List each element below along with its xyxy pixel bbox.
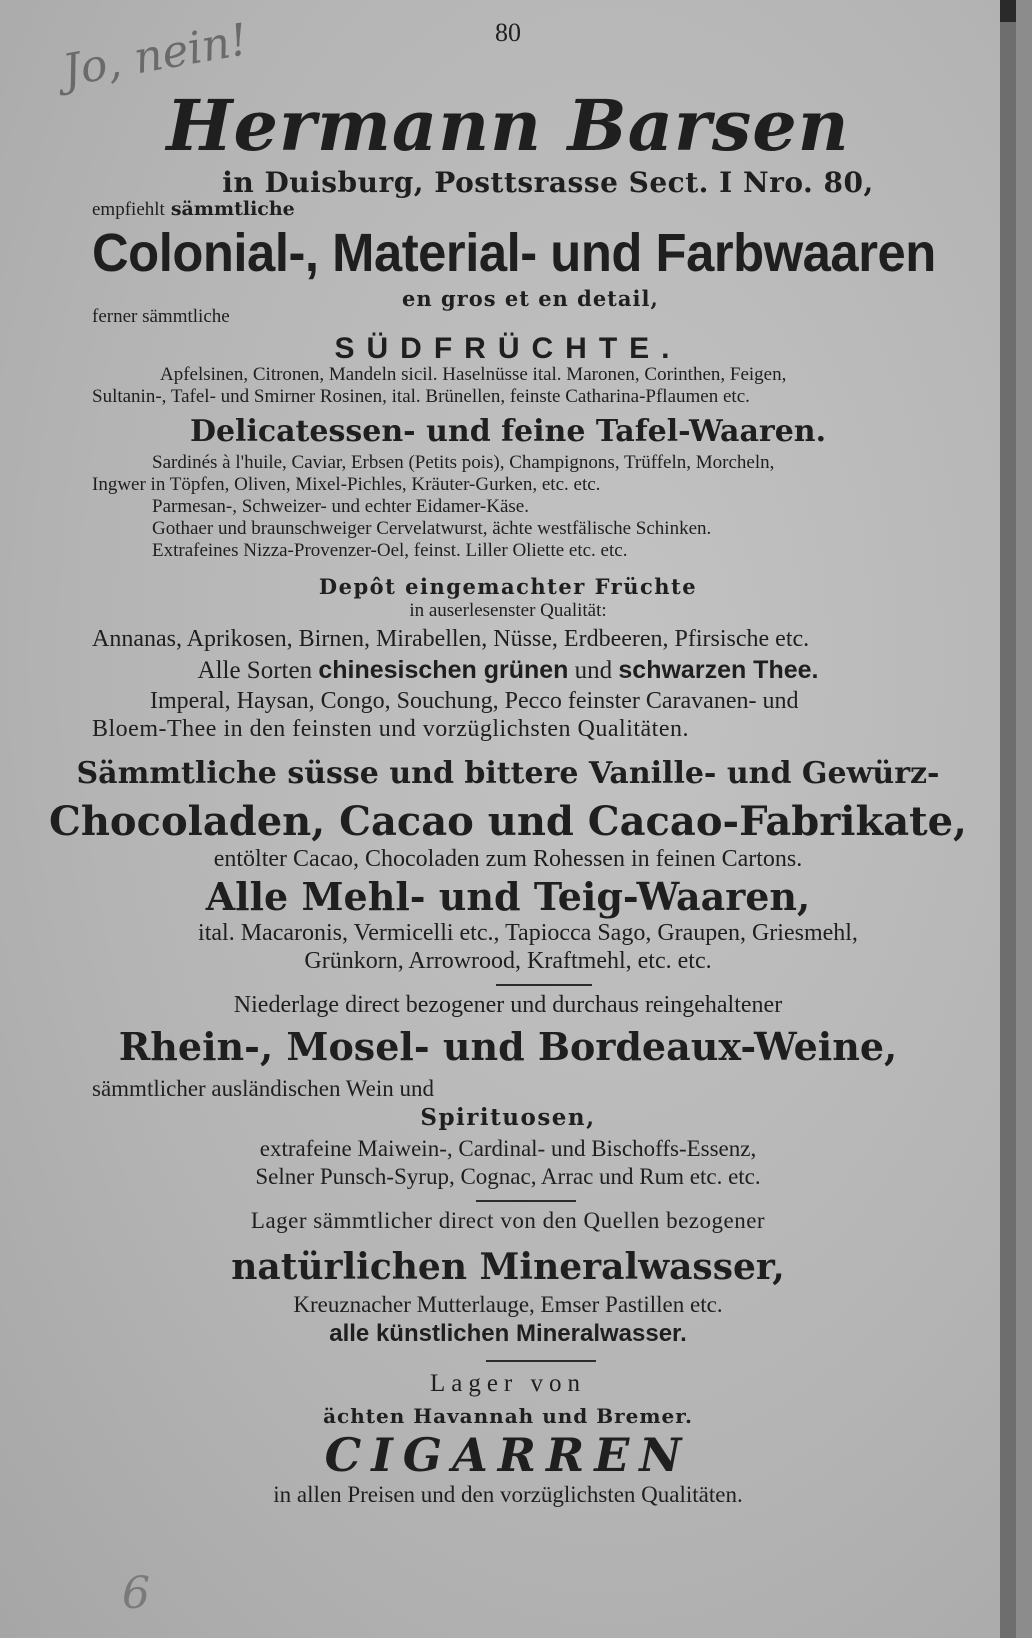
fruits-line-2: Sultanin-, Tafel- und Smirner Rosinen, ital. Brünellen, feinste Catharina-Pflaumen etc. <box>92 386 750 407</box>
delicatessen-heading: Delicatessen- und feine Tafel-Waaren. <box>189 414 827 449</box>
lager-quellen-line: Lager sämmtlicher direct von den Quellen bezogener <box>250 1208 766 1233</box>
niederlage-line: Niederlage direct bezogener und durchaus reingehaltener <box>233 992 783 1018</box>
firm-name: Hermann Barsen <box>166 84 850 167</box>
chocolade-heading: Chocoladen, Cacao und Cacao-Fabrikate, <box>49 798 967 845</box>
mehl-line-2: Grünkorn, Arrowrood, Kraftmehl, etc. etc. <box>304 948 712 974</box>
deli-line-4: Gothaer und braunschweiger Cervelatwurst, ächte westfälische Schinken. <box>152 518 712 539</box>
page-number: 80 <box>495 18 521 47</box>
mineral-heading: natürlichen Mineralwasser, <box>231 1246 785 1288</box>
divider-rule-2 <box>476 1200 576 1202</box>
intro-text: empfiehlt <box>92 199 165 220</box>
mehl-heading: Alle Mehl- und Teig-Waaren, <box>205 874 811 919</box>
imperial-line-1: Imperal, Haysan, Congo, Souchung, Pecco feinster Caravanen- und <box>150 688 799 714</box>
corner-mark: 6 <box>122 1568 150 1619</box>
intro-line <box>92 198 295 221</box>
fruits-line-1: Apfelsinen, Citronen, Mandeln sicil. Haselnüsse ital. Maronen, Corinthen, Feigen, <box>160 364 787 385</box>
ferner-line: ferner sämmtliche <box>92 306 230 327</box>
headline: Colonial-, Material- und Farbwaaren <box>92 223 936 283</box>
preserves-line: Annanas, Aprikosen, Birnen, Mirabellen, Nüsse, Erdbeeren, Pfirsische etc. <box>92 626 810 652</box>
depot-heading: Depôt eingemachter Früchte <box>318 574 698 599</box>
suedfruechte-heading: SÜDFRÜCHTE. <box>334 332 682 365</box>
imperial-line-2: Bloem-Thee in den feinsten und vorzüglichsten Qualitäten. <box>92 716 689 742</box>
preisen-line: in allen Preisen und den vorzüglichsten Qualitäten. <box>273 1482 743 1507</box>
kuenstlich-line: alle künstlichen Mineralwasser. <box>329 1320 687 1347</box>
lager-von-line: Lager von <box>429 1370 587 1397</box>
kreuznach-line: Kreuznacher Mutterlauge, Emser Pastillen etc. <box>293 1292 723 1317</box>
intro-bold-text: sämmtliche <box>170 198 295 220</box>
thee-mid: und <box>574 657 613 684</box>
cigarren-heading: CIGARREN <box>324 1428 692 1482</box>
en-gros-line: en gros et en detail, <box>402 286 659 311</box>
depot-subline: in auserlesenster Qualität: <box>409 600 607 621</box>
wein-line: sämmtlicher ausländischen Wein und <box>92 1076 435 1101</box>
divider-rule-1 <box>496 984 592 986</box>
thee-bold-2: schwarzen Thee. <box>618 656 819 684</box>
deli-line-3: Parmesan-, Schweizer- und echter Eidamer-Käse. <box>152 496 529 517</box>
mehl-line-1: ital. Macaronis, Vermicelli etc., Tapiocca Sago, Graupen, Griesmehl, <box>198 920 858 946</box>
essenz-line: extrafeine Maiwein-, Cardinal- und Bischoffs-Essenz, <box>259 1136 757 1161</box>
punsch-line: Selner Punsch-Syrup, Cognac, Arrac und Rum etc. etc. <box>255 1164 761 1189</box>
thee-bold-1: chinesischen grünen <box>318 656 569 684</box>
deli-line-2: Ingwer in Töpfen, Oliven, Mixel-Pichles, Kräuter-Gurken, etc. etc. <box>92 474 601 495</box>
deli-line-5: Extrafeines Nizza-Provenzer-Oel, feinst. Liller Oliette etc. etc. <box>152 540 628 561</box>
cacao-line: entölter Cacao, Chocoladen zum Rohessen in feinen Cartons. <box>213 846 803 872</box>
handwritten-note: Jo, nein! <box>58 14 252 97</box>
thee-pre: Alle Sorten <box>197 657 313 684</box>
deli-line-1: Sardinés à l'huile, Caviar, Erbsen (Petits pois), Champignons, Trüffeln, Morcheln, <box>152 452 775 473</box>
spirituosen-heading: Spirituosen, <box>420 1104 596 1131</box>
havannah-line: ächten Havannah und Bremer. <box>323 1404 693 1428</box>
thee-line <box>0 656 1016 685</box>
address-line: in Duisburg, Posttsrasse Sect. I Nro. 80, <box>222 166 874 199</box>
vanille-heading: Sämmtliche süsse und bittere Vanille- und Gewürz- <box>76 756 940 791</box>
divider-rule-3 <box>486 1360 596 1362</box>
weine-heading: Rhein-, Mosel- und Bordeaux-Weine, <box>118 1024 898 1069</box>
